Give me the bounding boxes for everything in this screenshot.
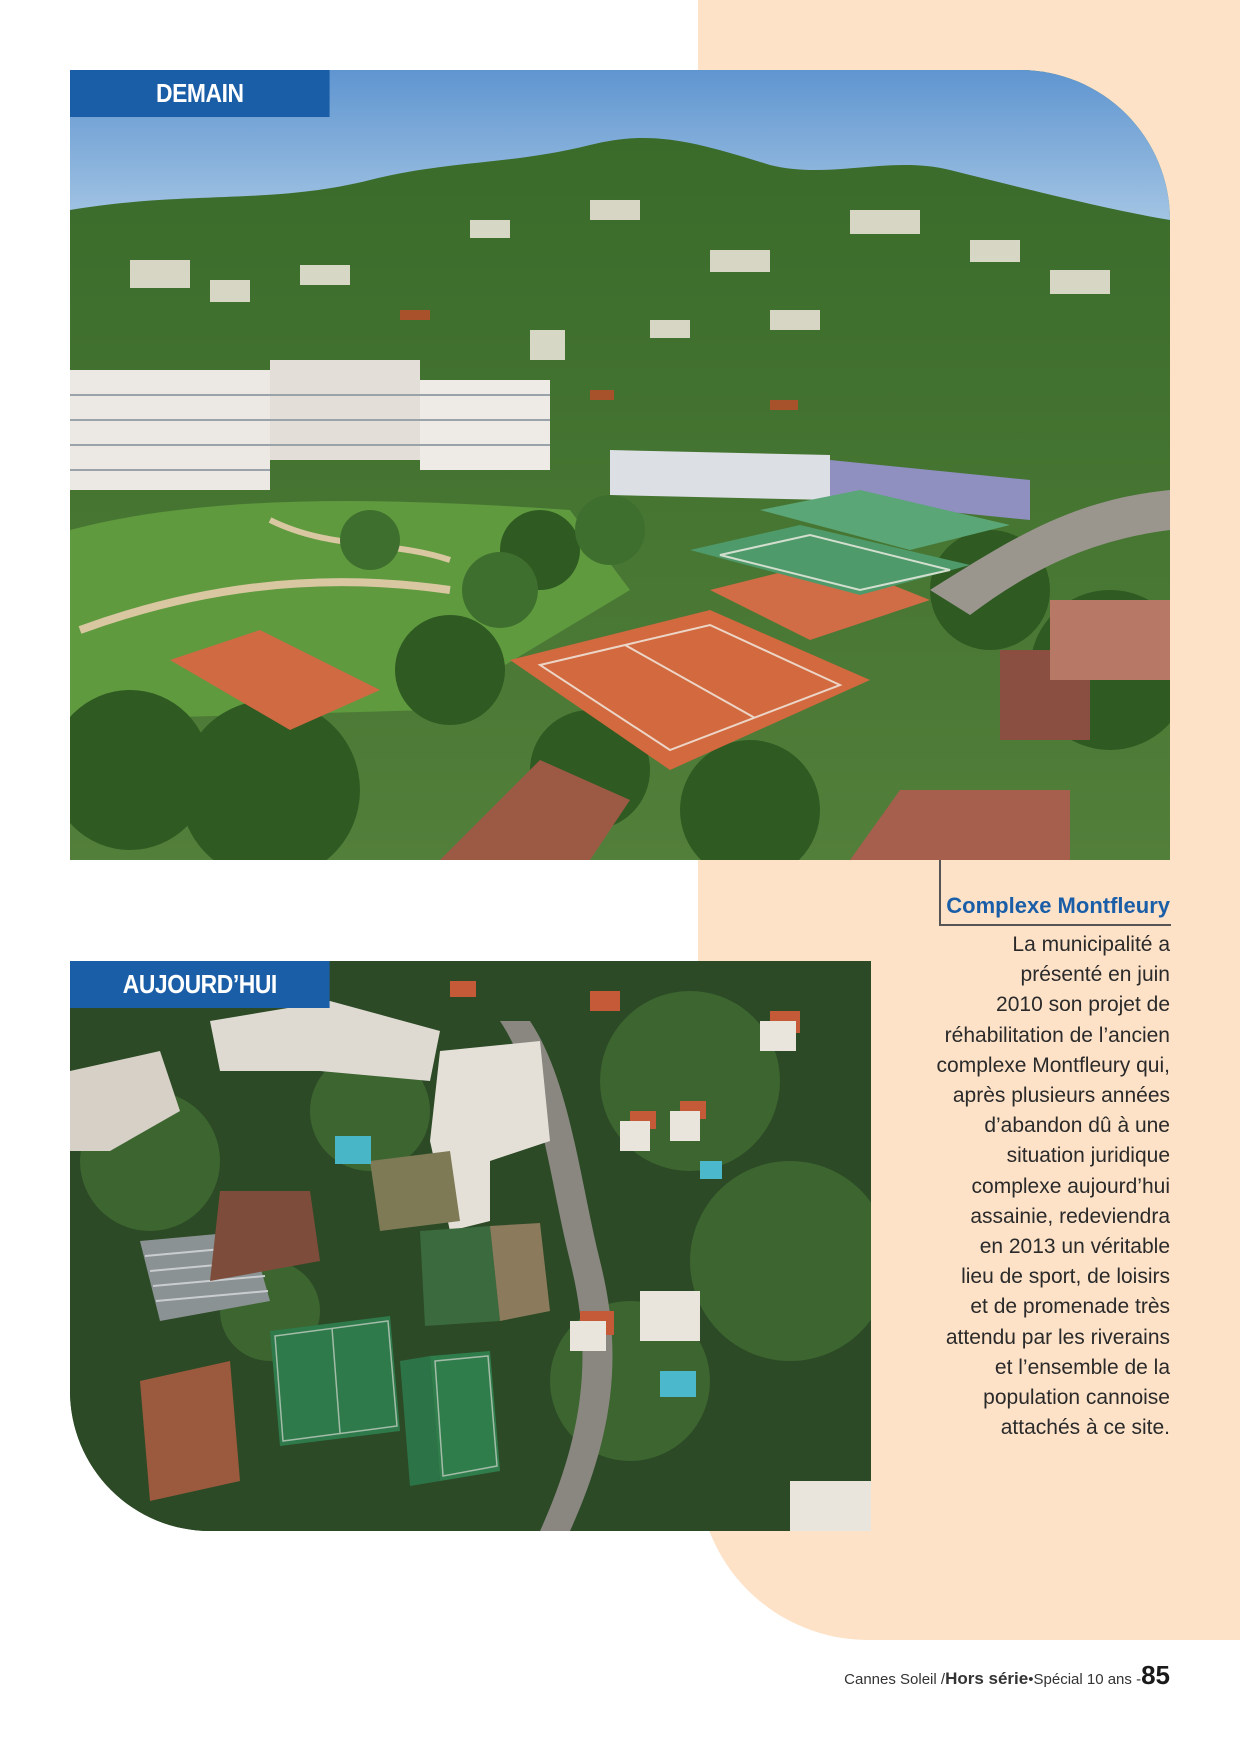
- aujourdhui-label: AUJOURD’HUI: [70, 961, 330, 1008]
- footer-bullet: •: [1028, 1671, 1034, 1688]
- caption-line: lieu de sport, de loisirs: [961, 1265, 1170, 1289]
- aerial-photo-aujourdhui: [70, 961, 871, 1531]
- caption-line: assainie, redeviendra: [970, 1204, 1170, 1228]
- callout-line-horizontal: [939, 924, 1171, 926]
- aerial-current-image: [70, 961, 871, 1531]
- demain-label: DEMAIN: [70, 70, 330, 117]
- caption-line: réhabilitation de l’ancien: [944, 1023, 1170, 1047]
- caption-line: et de promenade très: [970, 1295, 1170, 1319]
- caption-title: Complexe Montfleury: [946, 893, 1170, 918]
- caption-line: population cannoise: [983, 1386, 1170, 1410]
- caption-line: 2010 son projet de: [996, 993, 1170, 1017]
- caption-line: après plusieurs années: [952, 1084, 1170, 1108]
- caption-line: attachés à ce site.: [1000, 1416, 1170, 1440]
- page-number: 85: [1141, 1660, 1170, 1690]
- caption-line: complexe aujourd’hui: [971, 1174, 1170, 1198]
- footer-issue: Hors série: [945, 1669, 1029, 1688]
- caption-line: et l’ensemble de la: [994, 1355, 1170, 1379]
- footer-magazine-name: Cannes Soleil /: [844, 1671, 946, 1688]
- footer-edition: Spécial 10 ans -: [1033, 1671, 1142, 1688]
- caption-line: d’abandon dû à une: [984, 1114, 1170, 1138]
- page-footer: [844, 1660, 1170, 1691]
- caption-line: présenté en juin: [1020, 963, 1170, 987]
- caption-line: situation juridique: [1006, 1144, 1170, 1168]
- caption-line: attendu par les riverains: [945, 1325, 1170, 1349]
- caption-line: complexe Montfleury qui,: [936, 1053, 1170, 1077]
- caption-line: La municipalité a: [1012, 933, 1170, 956]
- aerial-rendering-image: [70, 70, 1170, 860]
- caption-body: [900, 930, 1170, 1443]
- caption-line: en 2013 un véritable: [979, 1235, 1170, 1259]
- rendering-photo-demain: [70, 70, 1170, 860]
